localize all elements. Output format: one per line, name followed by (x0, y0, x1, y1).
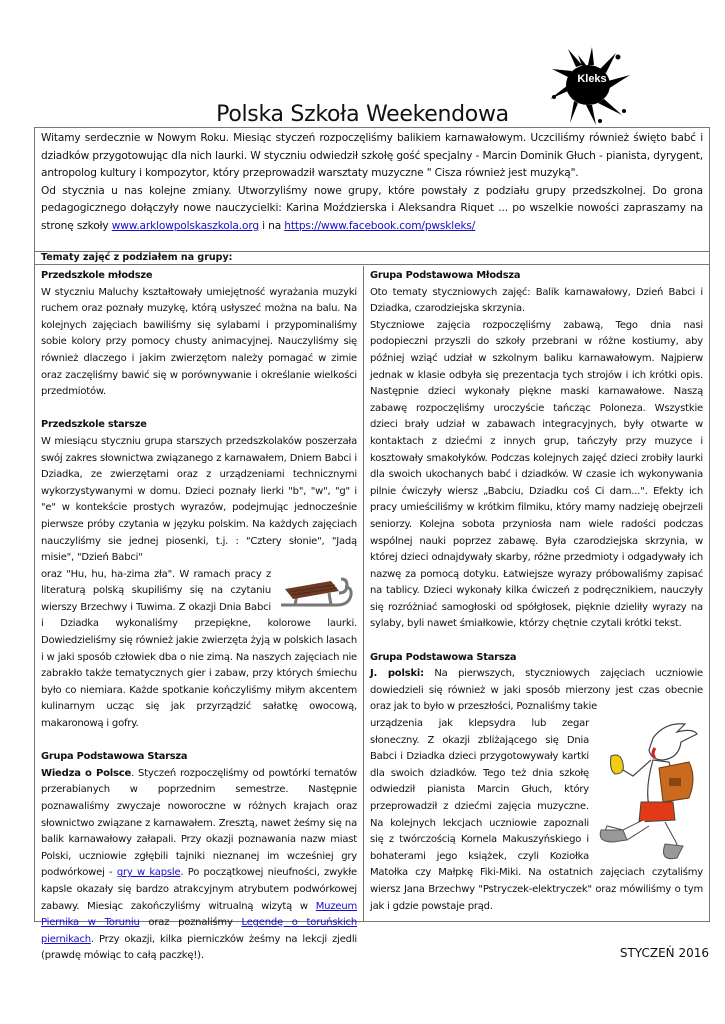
group-text-primary-younger: Styczniowe zajęcia rozpoczęliśmy zabawą, Tego dnia nasi podopieczni przyszli do szkoły przebrani w różne kostiumy, aby później wziąć udział w szkolnym baliku karnawałowym. Najpierw jednak w klasie odbyła się prezentacja tych strojów i ich krótki opis. Następnie dzieci wykonały piękne maski karnawałowe. Naszą zabawę rozpoczęliśmy uroczyście tańcząc Poloneza. Wszystkie dzieci brały udział w zabawach integracyjnych, były otwarte w kontaktach z dziećmi z innych grup, tańczyły przy muzyce i kosztowały smakołyków. Podczas kolejnych zajęć dzieci zrobiły laurki dla swoich ukochanych babć i dziadków. W czasie ich wykonywania pilnie ćwiczyły wiersz „Babciu, Dziadku coś Ci dam...". Efekty ich pracy umieściliśmy w krótkim filmiku, który mamy nadzieję obejrzeli seniorzy. Kolejna sobota przyniosła nam wiele radości podczas wspólnej nauki poprzez zabawę. Była czarodziejska skrzynia, w której dzieci odnajdywały skarby, różne przedmioty i odgadywały ich nazwę za pomocą dotyku. Łatwiejsze wyrazy próbowaliśmy zapisać na tablicy. Dzieci wykonały kilka ćwiczeń z podręcznikiem, nauczyły się rozróżniać samogłoski od spółgłosek, pięknie dzieliły wyrazy na sylaby, byli nawet śmiałkowie, którzy chętnie czytali krótki tekst. (370, 319, 703, 630)
group-text-polish-b: urządzenia jak klepsydra lub zegar słoneczny. Z okazji zbliżającego się Dnia Babci i Dziadka dzieci przygotowywały kartki dla swoich dziadków. Tego też dnia szkołę odwiedził pianista Marcin Głuch, który przeprowadził z dziećmi zajęcia muzyczne. Na kolejnych lekcjach uczniowie zapoznali się z twórczością Kornela Makuszyńskiego i bohaterami jego książek, czyli Koziołka Matołka czy Małpkę Fiki-Miki. Na ostatnich zajęciach czytaliśmy wiersz Jana Brzechwy "Pstryczek-elektryczek" oraz mówiliśmy o tym jak i gdzie powstaje prąd. (370, 718, 703, 912)
text-segment: . Przy okazji, kilka pierniczków żeśmy na lekcji zjedli (prawdę mówiąc to całą paczkę!). (41, 933, 357, 962)
left-column (35, 266, 364, 962)
group-text-preschool-older-a: W miesiącu styczniu grupa starszych przedszkolaków poszerzała swój zakres słownictwa związanego z karnawałem, Dniem Babci i Dziadka, ze zwierzętami oraz z urządzeniami technicznymi wykorzystywanymi w domu. Dzieci poznały lierki "b", "w", "g" i "e" w kontekście prostych wyrazów, podejmując jednocześnie pierwsze próby czytania w języku polskim. Na każdych zajęciach nauczyliśmy sie jednej piosenki, t.j. : "Cztery słonie", "Jadą misie", "Dzień Babci" (41, 435, 357, 564)
group-title-primary-younger: Grupa Podstawowa Młodsza (370, 270, 521, 281)
group-text-polish-a (370, 666, 703, 716)
group-title-primary-older-right: Grupa Podstawowa Starsza (370, 651, 517, 663)
group-title-preschool-younger: Przedszkole młodsze (41, 270, 153, 281)
text-segment: . Po początkowej nieufności, zwykłe kapsle okazały się bardzo atrakcyjnym atrybutem podwórkowej zabawy. Miesiąc zakończyliśmy witrualną wizytą w (41, 867, 357, 912)
school-website-link[interactable]: www.arklowpolskaszkola.org (111, 219, 259, 232)
gingerbread-museum-link[interactable]: Muzeum Piernika w Toruniu (41, 900, 357, 929)
group-text-preschool-older-b: oraz "Hu, hu, ha-zima zła". W ramach pracy z literaturą polską skupiliśmy się na czytaniu wierszy Brzechwy i Tuwima. Z okazji Dnia Babci i Dziadka wykonaliśmy przepiękne, kolorowe laurki. Dowiedzieliśmy się również jakie zwierzęta żyją w polskich lasach i w jaki sposób człowiek dba o nie zimą. Na naszych zajęciach nie zabrakło także tematycznych gier i zabaw, przy których śmiechu było co niemiara. Każde spotkanie kończyliśmy miłym akcentem kulinarnym ucząc się jak przyrządzić sałatkę owocową, makaronową i gofry. (41, 568, 357, 730)
group-text-preschool-younger: W styczniu Maluchy kształtowały umiejętność wyrażania muzyki ruchem oraz poznały muzykę, którą usłyszeć można na balu. Na kolejnych zajęciach bawiliśmy się sylabami i przypominaliśmy sobie kolory przy pomocy chusty animacyjnej. Nauczyliśmy się również dlaczego i jakim zwierzętom należy pomagać w zimie oraz zaczęliśmy bawić się w porównywanie i określanie wielkości przedmiotów. (41, 286, 357, 398)
walking-rabbit-illustration-icon (593, 718, 703, 863)
sled-icon (277, 571, 357, 611)
text-segment: . Styczeń rozpoczęliśmy od powtórki tematów przerabianych w poprzednim semestrze. Następnie poznawaliśmy zwyczaje noworoczne w różnych krajach oraz słownictwo związane z karnawałem. Zresztą, nawet żeśmy się na balik karnawałowy załapali. Przy okazji poznawania nazw miast Polski, uczniowie zgłębili tajniki nieznanej im wcześniej gry podwórkowej - (41, 767, 358, 879)
text-segment: oraz poznaliśmy (139, 917, 242, 929)
logo-text: Kleks (577, 73, 607, 85)
bottle-caps-game-link[interactable]: gry w kapsle (116, 867, 181, 879)
intro-text: Od stycznia u nas kolejne zmiany. Utworzyliśmy nowe grupy, które powstały z podziału grupy przedszkolnej. Do grona pedagogicznego dołączyły nowe nauczycielki: Karina Moździerska i Aleksandra Riquet ... po wszelkie nowości zapraszamy na stronę szkoły (41, 184, 703, 232)
intro-paragraph-2 (41, 183, 703, 236)
gingerbread-legend-link[interactable]: Legendę o toruńskich piernikach (41, 917, 357, 945)
intro-paragraph-1: Witamy serdecznie w Nowym Roku. Miesiąc styczeń rozpoczęliśmy balikiem karnawałowym. Uczciliśmy również święto babć i dziadków przygotowując dla nich laurki. W styczniu odwiedził szkołę gość specjalny - Marcin Dominik Głuch - pianista, dyrygent, antropolog kultury i kompozytor, który przeprowadził warsztaty muzyczne " Cisza również jest muzyką". (41, 132, 703, 180)
facebook-link[interactable]: https://www.facebook.com/pwskleks/ (284, 219, 476, 232)
group-text-primary-older (41, 766, 357, 965)
footer-date: STYCZEŃ 2016 (619, 946, 709, 960)
text-segment: Na pierwszych, styczniowych zajęciach uczniowie dowiedzieli się również w jaki sposób mierzony jest czas obecnie oraz jak to było w przeszłości, Poznaliśmy takie (370, 668, 703, 713)
intro-connector: i na (258, 219, 285, 232)
right-column (364, 266, 709, 921)
group-title-primary-older: Grupa Podstawowa Starsza (41, 751, 188, 763)
group-topics-primary-younger: Oto tematy styczniowych zajęć: Balik karnawałowy, Dzień Babci i Dziadka, czarodziejska skrzynia. (370, 286, 703, 315)
subject-lead: J. polski: (370, 668, 424, 680)
topics-header: Tematy zajęć z podziałem na grupy: (35, 252, 709, 265)
page-title: Polska Szkoła Weekendowa (216, 102, 509, 127)
intro-section (35, 128, 709, 252)
subject-lead: Wiedza o Polsce (41, 767, 132, 779)
group-title-preschool-older: Przedszkole starsze (41, 419, 147, 431)
